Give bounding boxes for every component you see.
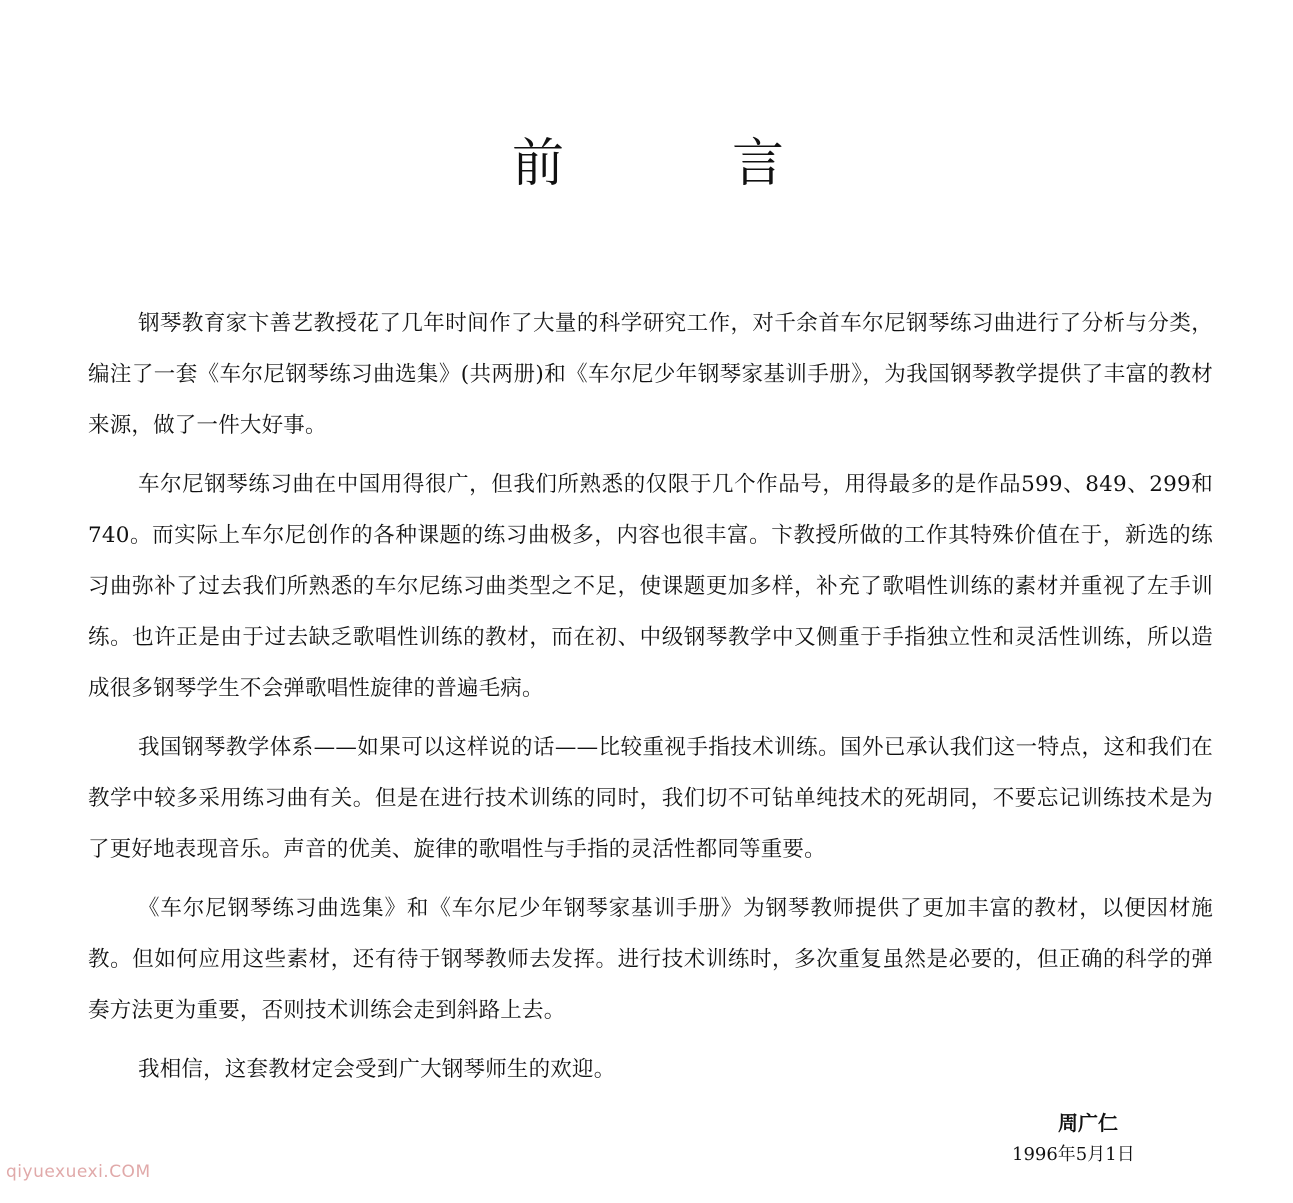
site-watermark: qiyuexuexi.COM: [6, 1162, 151, 1182]
paragraph-4: 《车尔尼钢琴练习曲选集》和《车尔尼少年钢琴家基训手册》为钢琴教师提供了更加丰富的教材，以便因材施教。但如何应用这些素材，还有待于钢琴教师去发挥。进行技术训练时，多次重复虽然是必要的，但正确的科学的弹奏方法更为重要，否则技术训练会走到斜路上去。: [88, 896, 1213, 1023]
title-char-1: 前: [512, 134, 565, 194]
signature-date: 1996年5月1日: [1012, 1144, 1135, 1165]
paragraph-1: 钢琴教育家卞善艺教授花了几年时间作了大量的科学研究工作，对千余首车尔尼钢琴练习曲进行了分析与分类，编注了一套《车尔尼钢琴练习曲选集》(共两册)和《车尔尼少年钢琴家基训手册》，为我国钢琴教学提供了丰富的教材来源，做了一件大好事。: [88, 311, 1213, 438]
paragraph-5: 我相信，这套教材定会受到广大钢琴师生的欢迎。: [138, 1057, 616, 1082]
preface-body: [88, 298, 1213, 1095]
paragraph-2: 车尔尼钢琴练习曲在中国用得很广，但我们所熟悉的仅限于几个作品号，用得最多的是作品599、849、299和740。而实际上车尔尼创作的各种课题的练习曲极多，内容也很丰富。卞教授所做的工作其特殊价值在于，新选的练习曲弥补了过去我们所熟悉的车尔尼练习曲类型之不足，使课题更加多样，补充了歌唱性训练的素材并重视了左手训练。也许正是由于过去缺乏歌唱性训练的教材，而在初、中级钢琴教学中又侧重于手指独立性和灵活性训练，所以造成很多钢琴学生不会弹歌唱性旋律的普遍毛病。: [88, 472, 1213, 701]
page-title: [0, 132, 1293, 202]
title-char-2: 言: [732, 134, 785, 194]
author-signature: 周广仁: [1058, 1111, 1118, 1135]
paragraph-3: 我国钢琴教学体系——如果可以这样说的话——比较重视手指技术训练。国外已承认我们这一特点，这和我们在教学中较多采用练习曲有关。但是在进行技术训练的同时，我们切不可钻单纯技术的死胡同，不要忘记训练技术是为了更好地表现音乐。声音的优美、旋律的歌唱性与手指的灵活性都同等重要。: [88, 735, 1213, 862]
